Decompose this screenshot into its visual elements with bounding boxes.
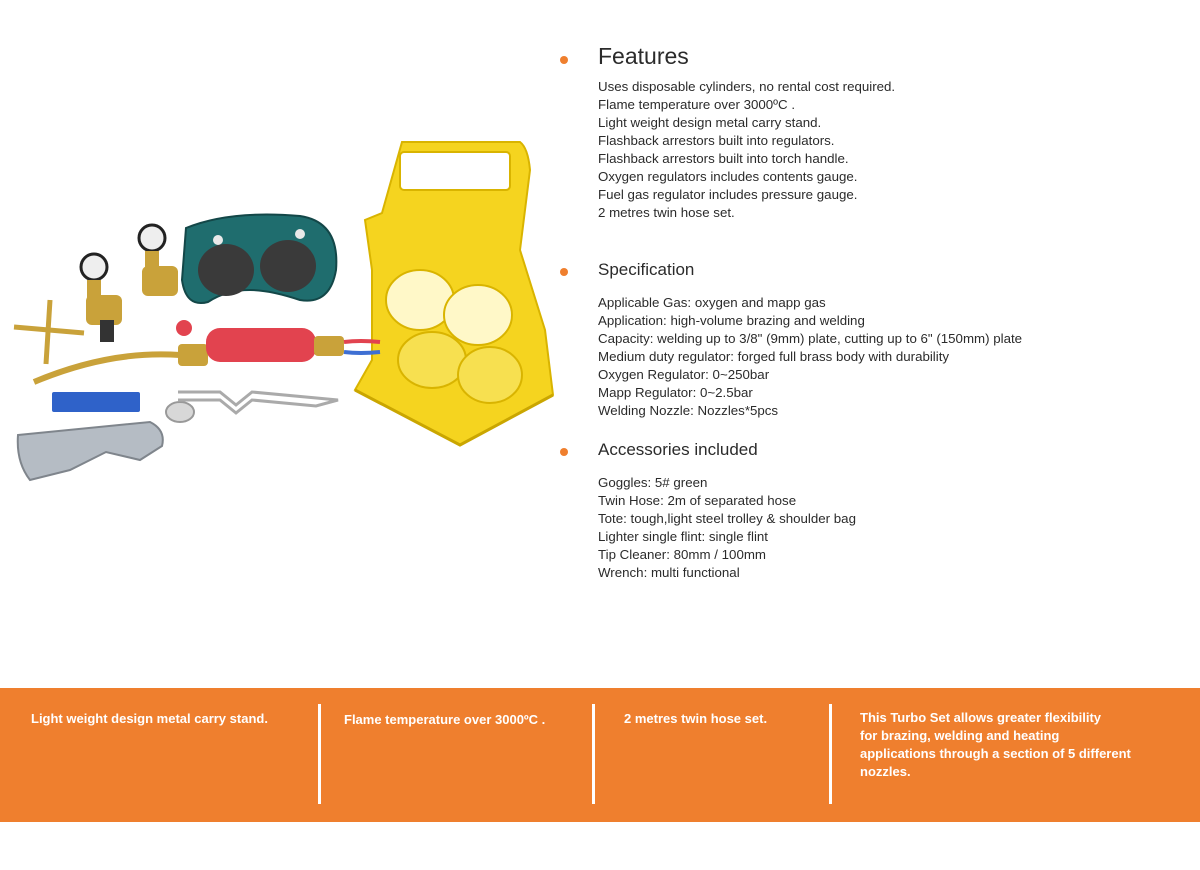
features-list — [598, 78, 895, 222]
accessories-item: Lighter single flint: single flint — [598, 529, 768, 544]
banner-col-2: Flame temperature over 3000ºC . — [344, 712, 546, 727]
features-item: Light weight design metal carry stand. — [598, 115, 822, 130]
nozzle-illustration — [14, 300, 84, 364]
banner-divider — [318, 704, 321, 804]
specification-list — [598, 294, 1022, 420]
banner-col-1: Light weight design metal carry stand. — [31, 711, 268, 726]
accessories-item: Goggles: 5# green — [598, 475, 708, 490]
specification-title: Specification — [598, 260, 695, 279]
banner-col-4-line: applications through a section of 5 different — [860, 746, 1131, 761]
features-item: Flashback arrestors built into torch handle. — [598, 151, 849, 166]
features-item: Oxygen regulators includes contents gauge. — [598, 169, 858, 184]
lighter-illustration — [52, 392, 140, 412]
features-item: Fuel gas regulator includes pressure gauge. — [598, 187, 858, 202]
specification-item: Medium duty regulator: forged full brass body with durability — [598, 349, 950, 364]
features-bullet-icon — [560, 56, 568, 64]
specification-bullet-icon — [560, 268, 568, 276]
features-item: Flashback arrestors built into regulators. — [598, 133, 835, 148]
torch-illustration — [34, 320, 380, 382]
tip-cleaner-illustration — [166, 392, 338, 422]
banner-col-4-line: This Turbo Set allows greater flexibility — [860, 710, 1102, 725]
highlights-banner — [0, 688, 1200, 822]
banner-divider — [592, 704, 595, 804]
specification-item: Oxygen Regulator: 0~250bar — [598, 367, 770, 382]
product-image — [0, 130, 565, 490]
regulators-illustration — [81, 225, 178, 342]
banner-divider — [829, 704, 832, 804]
features-item: Flame temperature over 3000ºC . — [598, 97, 796, 112]
features-item: 2 metres twin hose set. — [598, 205, 735, 220]
banner-col-4-line: nozzles. — [860, 764, 911, 779]
accessories-title: Accessories included — [598, 440, 758, 459]
specification-item: Capacity: welding up to 3/8" (9mm) plate, cutting up to 6" (150mm) plate — [598, 331, 1023, 346]
accessories-item: Wrench: multi functional — [598, 565, 740, 580]
banner-col-3: 2 metres twin hose set. — [624, 711, 768, 726]
accessories-item: Tip Cleaner: 80mm / 100mm — [598, 547, 766, 562]
features-item: Uses disposable cylinders, no rental cost required. — [598, 79, 896, 94]
specification-item: Application: high-volume brazing and welding — [598, 313, 865, 328]
goggles-illustration — [182, 215, 336, 304]
accessories-item: Twin Hose: 2m of separated hose — [598, 493, 797, 508]
banner-col-4 — [860, 709, 1190, 781]
specification-item: Mapp Regulator: 0~2.5bar — [598, 385, 753, 400]
features-title: Features — [598, 43, 689, 69]
accessories-bullet-icon — [560, 448, 568, 456]
carry-stand-illustration — [355, 142, 553, 445]
wrench-illustration — [18, 422, 163, 480]
accessories-item: Tote: tough,light steel trolley & shoulder bag — [598, 511, 856, 526]
accessories-list — [598, 474, 856, 582]
specification-item: Applicable Gas: oxygen and mapp gas — [598, 295, 826, 310]
specification-item: Welding Nozzle: Nozzles*5pcs — [598, 403, 779, 418]
banner-col-4-line: for brazing, welding and heating — [860, 728, 1060, 743]
